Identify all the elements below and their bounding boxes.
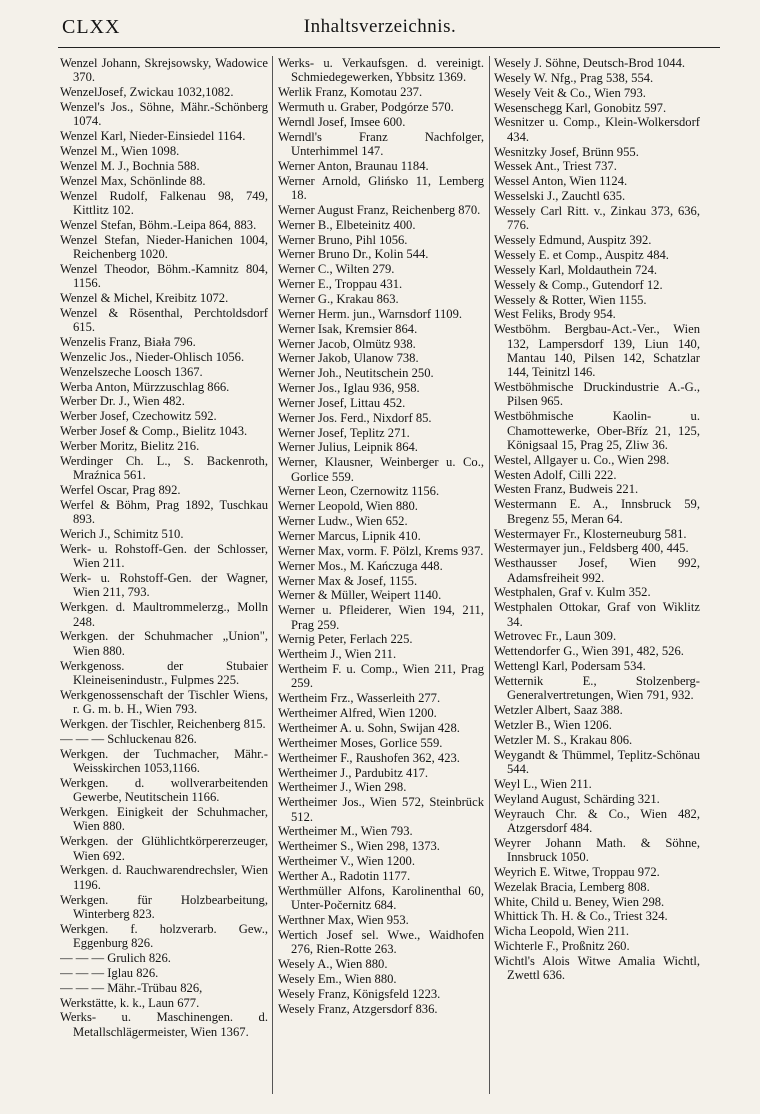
index-entry: Wettengl Karl, Podersam 534.: [494, 659, 646, 674]
index-entry: Werkgen. d. wollverarbeitenden Gewerbe, Neutitschein 1166.: [60, 775, 268, 805]
index-entry: Werner G., Krakau 863.: [278, 292, 399, 306]
index-entry: — — — Iglau 826.: [60, 965, 159, 980]
index-entry: Westen Franz, Budweis 221.: [494, 482, 639, 497]
index-entry: Wertheimer J., Wien 298.: [278, 780, 407, 795]
index-entry: Werner Bruno, Pihl 1056.: [278, 232, 408, 247]
index-entry: Werkgen. f. holzverarb. Gew., Eggenburg 826.: [60, 921, 268, 951]
index-entry: Weyrer Johann Math. & Söhne, Innsbruck 1050.: [494, 835, 700, 865]
index-entry: Wertheim F. u. Comp., Wien 211, Prag 259.: [278, 662, 484, 691]
index-entry: Werk- u. Rohstoff-Gen. der Schlosser, Wien 211.: [60, 541, 268, 571]
index-entry: Wertheim Frz., Wasserleith 277.: [278, 691, 441, 706]
index-entry: Westermayer Fr., Klosterneuburg 581.: [494, 526, 687, 541]
index-entry: Wertheimer Moses, Gorlice 559.: [278, 735, 443, 750]
index-entry: Wertheimer M., Wien 793.: [278, 824, 413, 839]
index-column-middle: [278, 56, 484, 1094]
index-entry: Wesely Franz, Königsfeld 1223.: [278, 986, 441, 1001]
page-title: Inhaltsverzeichnis.: [303, 16, 457, 37]
index-entry: Wenzelis Franz, Biała 796.: [60, 335, 196, 350]
index-entry: Wessely & Rotter, Wien 1155.: [494, 292, 647, 307]
index-entry: Werner Leopold, Wien 880.: [278, 499, 418, 514]
index-entry: Werner Leon, Czernowitz 1156.: [278, 484, 440, 499]
index-entry: Werkgenossenschaft der Tischler Wiens, r. G. m. b. H., Wien 793.: [60, 687, 268, 717]
index-entry: Werks- u. Maschinengen. d. Metallschlägermeister, Wien 1367.: [60, 1010, 268, 1039]
index-entry: Wettendorfer G., Wien 391, 482, 526.: [494, 644, 684, 659]
index-entry: Wessely E. et Comp., Auspitz 484.: [494, 247, 669, 262]
index-entry: Westböhmische Kaolin- u. Chamottewerke, Ober-Bříz 21, 125, Königsaal 15, Prag 25, Zliw 36.: [494, 409, 700, 452]
index-entry: Wenzel M., Wien 1098.: [60, 144, 180, 159]
index-entry: Werner Arnold, Glińsko 11, Lemberg 18.: [278, 173, 484, 203]
index-entry: Wezelak Bracia, Lemberg 808.: [494, 879, 650, 894]
header-rule: [58, 47, 720, 48]
index-entry: Westermann E. A., Innsbruck 59, Bregenz 55, Meran 64.: [494, 497, 700, 526]
index-entry: Werber Dr. J., Wien 482.: [60, 394, 185, 409]
index-entry: Wertheimer J., Pardubitz 417.: [278, 765, 429, 780]
index-entry: Werner E., Troppau 431.: [278, 277, 403, 292]
index-entry: Werfel Oscar, Prag 892.: [60, 482, 181, 497]
index-entry: Wenzel & Michel, Kreibitz 1072.: [60, 291, 229, 305]
index-entry: Werdinger Ch. L., S. Backenroth, Mraźnica 561.: [60, 453, 268, 483]
index-entry: Wenzel Karl, Nieder-Einsiedel 1164.: [60, 129, 246, 144]
index-entry: Wessel Anton, Wien 1124.: [494, 174, 628, 189]
index-entry: Wessek Ant., Triest 737.: [494, 159, 617, 174]
index-entry: Werner Bruno Dr., Kolin 544.: [278, 247, 429, 262]
index-entry: Werkgen. für Holzbearbeitung, Winterberg 823.: [60, 892, 268, 921]
index-entry: Werner Max, vorm. F. Pölzl, Krems 937.: [278, 543, 484, 558]
index-entry: Westermayer jun., Feldsberg 400, 445.: [494, 541, 689, 556]
index-entry: Wessely & Comp., Gutendorf 12.: [494, 277, 663, 292]
index-entry: — — — Grulich 826.: [60, 950, 171, 965]
index-column-right: [494, 56, 700, 1094]
index-entry: Werkgen. d. Maultrommelerzg., Molln 248.: [60, 600, 268, 629]
index-entry: Werner Mos., M. Kańczuga 448.: [278, 558, 443, 573]
index-entry: Wenzel Max, Schönlinde 88.: [60, 173, 206, 188]
index-entry: Wetternik E., Stolzenberg-Generalvertretungen, Wien 791, 932.: [494, 673, 700, 703]
index-entry: Werber Josef & Comp., Bielitz 1043.: [60, 424, 248, 439]
index-entry: Werks- u. Verkaufsgen. d. vereinigt. Schmiedegewerken, Ybbsitz 1369.: [278, 56, 484, 85]
index-entry: Wetzler Albert, Saaz 388.: [494, 703, 623, 718]
index-entry: Weyland August, Schärding 321.: [494, 791, 660, 806]
column-divider: [272, 56, 273, 1094]
index-entry: Werndl's Franz Nachfolger, Unterhimmel 147.: [278, 129, 484, 159]
index-entry: Werner Herm. jun., Warnsdorf 1109.: [278, 306, 463, 321]
index-entry: Westböhmische Druckindustrie A.-G., Pilsen 965.: [494, 380, 700, 409]
index-entry: White, Child u. Beney, Wien 298.: [494, 894, 665, 909]
index-entry: Wertheimer A. u. Sohn, Swijan 428.: [278, 720, 460, 735]
index-entry: Werkgen. der Glühlichtkörpererzeuger, Wien 692.: [60, 834, 268, 863]
index-entry: Wesenschegg Karl, Gonobitz 597.: [494, 100, 667, 115]
index-entry: Whittick Th. H. & Co., Triest 324.: [494, 909, 668, 924]
index-entry: Werner u. Pfleiderer, Wien 194, 211, Prag 259.: [278, 603, 484, 632]
index-entry: Werner Josef, Teplitz 271.: [278, 425, 410, 440]
index-entry: West Feliks, Brody 954.: [494, 307, 616, 322]
index-entry: Wermuth u. Graber, Podgórze 570.: [278, 100, 454, 115]
index-entry: Werkgen. der Tuchmacher, Mähr.-Weisskirchen 1053,1166.: [60, 746, 268, 775]
index-entry: Werba Anton, Mürzzuschlag 866.: [60, 379, 230, 394]
index-entry: Wesely W. Nfg., Prag 538, 554.: [494, 70, 654, 85]
index-entry: Wessely Carl Ritt. v., Zinkau 373, 636, 776.: [494, 203, 700, 233]
index-entry: Werich J., Schimitz 510.: [60, 527, 184, 541]
index-entry: Wetzler M. S., Krakau 806.: [494, 732, 633, 747]
index-entry: Wenzelszeche Loosch 1367.: [60, 364, 203, 379]
index-entry: WenzelJosef, Zwickau 1032,1082.: [60, 85, 234, 100]
index-entry: Westböhm. Bergbau-Act.-Ver., Wien 132, Lampersdorf 139, Liun 140, Mantau 140, Pilsen 142, Schatzlar 144, Teinitzl 146.: [494, 322, 700, 380]
index-entry: Weyl L., Wien 211.: [494, 776, 592, 791]
index-entry: Werner Ludw., Wien 652.: [278, 514, 408, 529]
index-entry: Werner Joh., Neutitschein 250.: [278, 366, 434, 381]
index-entry: Wichtl's Alois Witwe Amalia Wichtl, Zwettl 636.: [494, 953, 700, 983]
index-entry: Werner Jacob, Olmütz 938.: [278, 336, 416, 351]
index-entry: Werkgen. der Tischler, Reichenberg 815.: [60, 716, 266, 731]
index-entry: Werner August Franz, Reichenberg 870.: [278, 202, 481, 217]
index-entry: Werner Anton, Braunau 1184.: [278, 158, 429, 173]
index-entry: Wenzelic Jos., Nieder-Ohlisch 1056.: [60, 349, 245, 364]
index-entry: Wernig Peter, Ferlach 225.: [278, 632, 413, 647]
index-entry: Westphalen, Graf v. Kulm 352.: [494, 585, 651, 600]
index-entry: Wenzel Rudolf, Falkenau 98, 749, Kittlitz 102.: [60, 188, 268, 217]
index-entry: Werkgenoss. der Stubaier Kleineisenindustr., Fulpmes 225.: [60, 658, 268, 687]
index-entry: Werndl Josef, Imsee 600.: [278, 114, 406, 129]
index-entry: Wenzel Stefan, Böhm.-Leipa 864, 883.: [60, 217, 257, 232]
index-entry: Werthner Max, Wien 953.: [278, 912, 409, 927]
index-entry: Werner B., Elbeteinitz 400.: [278, 217, 416, 232]
index-entry: Werner Marcus, Lipnik 410.: [278, 529, 421, 543]
index-entry: Werber Moritz, Bielitz 216.: [60, 438, 200, 453]
index-entry: Wenzel M. J., Bochnia 588.: [60, 158, 200, 173]
index-entry: Werner, Klausner, Weinberger u. Co., Gorlice 559.: [278, 455, 484, 484]
column-divider: [489, 56, 490, 1094]
index-entry: Werkgen. d. Rauchwarendrechsler, Wien 1196.: [60, 863, 268, 892]
index-entry: Werkstätte, k. k., Laun 677.: [60, 995, 200, 1010]
index-entry: Werner Jos. Ferd., Nixdorf 85.: [278, 410, 432, 425]
index-entry: Wetzler B., Wien 1206.: [494, 717, 612, 732]
index-entry: Westel, Allgayer u. Co., Wien 298.: [494, 452, 670, 467]
index-entry: Wertich Josef sel. Wwe., Waidhofen 276, Rien-Rotte 263.: [278, 927, 484, 957]
index-entry: Werthmüller Alfons, Karolinenthal 60, Unter-Počernitz 684.: [278, 883, 484, 913]
page-number: CLXX: [62, 16, 121, 38]
index-entry: Wenzel's Jos., Söhne, Mähr.-Schönberg 1074.: [60, 100, 268, 129]
index-entry: Werk- u. Rohstoff-Gen. der Wagner, Wien 211, 793.: [60, 571, 268, 600]
index-entry: Wesely A., Wien 880.: [278, 956, 388, 971]
index-entry: Werner & Müller, Weipert 1140.: [278, 588, 442, 603]
index-entry: Werner Max & Josef, 1155.: [278, 573, 418, 588]
index-entry: Wenzel Theodor, Böhm.-Kamnitz 804, 1156.: [60, 261, 268, 291]
index-entry: Wesely J. Söhne, Deutsch-Brod 1044.: [494, 56, 686, 70]
page-header: [0, 10, 760, 44]
index-entry: — — — Mähr.-Trübau 826,: [60, 980, 203, 995]
index-entry: Werner Josef, Littau 452.: [278, 395, 406, 410]
index-entry: Werner Jos., Iglau 936, 958.: [278, 381, 420, 396]
index-entry: Wessely Karl, Moldauthein 724.: [494, 262, 658, 277]
index-entry: Westphalen Ottokar, Graf von Wiklitz 34.: [494, 600, 700, 629]
index-column-left: [60, 56, 268, 1094]
index-entry: Weygandt & Thümmel, Teplitz-Schönau 544.: [494, 747, 700, 776]
index-entry: — — — Schluckenau 826.: [60, 731, 197, 746]
index-entry: Wesely Em., Wien 880.: [278, 971, 397, 986]
index-entry: Werner Isak, Kremsier 864.: [278, 321, 418, 336]
index-entry: Wenzel & Rösenthal, Perchtoldsdorf 615.: [60, 305, 268, 335]
index-entry: Wertheim J., Wien 211.: [278, 647, 397, 662]
index-entry: Wesely Veit & Co., Wien 793.: [494, 85, 646, 100]
index-entry: Wetrovec Fr., Laun 309.: [494, 629, 617, 644]
index-entry: Wenzel Johann, Skrejsowsky, Wadowice 370.: [60, 56, 268, 85]
index-entry: Weyrauch Chr. & Co., Wien 482, Atzgersdorf 484.: [494, 806, 700, 835]
index-entry: Wenzel Stefan, Nieder-Hanichen 1004, Reichenberg 1020.: [60, 232, 268, 261]
index-entry: Westen Adolf, Cilli 222.: [494, 467, 617, 482]
index-entry: Wesely Franz, Atzgersdorf 836.: [278, 1001, 438, 1016]
index-entry: Weyrich E. Witwe, Troppau 972.: [494, 864, 660, 879]
index-entry: Wertheimer Alfred, Wien 1200.: [278, 706, 437, 721]
index-entry: Wesnitzer u. Comp., Klein-Wolkersdorf 434.: [494, 115, 700, 144]
index-entry: Wertheimer Jos., Wien 572, Steinbrück 512.: [278, 795, 484, 824]
index-entry: Werkgen. der Schuhmacher „Union", Wien 880.: [60, 629, 268, 658]
index-entry: Wertheimer F., Raushofen 362, 423.: [278, 750, 460, 765]
index-entry: Wicha Leopold, Wien 211.: [494, 924, 630, 939]
index-entry: Werber Josef, Czechowitz 592.: [60, 409, 217, 424]
index-entry: Wesnitzky Josef, Brünn 955.: [494, 144, 639, 159]
index-entry: Werther A., Radotin 1177.: [278, 868, 411, 883]
index-entry: Werlik Franz, Komotau 237.: [278, 85, 423, 100]
index-entry: Wertheimer V., Wien 1200.: [278, 854, 415, 869]
index-entry: Werner Jakob, Ulanow 738.: [278, 351, 419, 366]
index-entry: Werner Julius, Leipnik 864.: [278, 440, 418, 455]
index-entry: Werkgen. Einigkeit der Schuhmacher, Wien 880.: [60, 805, 268, 834]
index-entry: Wichterle F., Proßnitz 260.: [494, 939, 630, 954]
index-entry: Wertheimer S., Wien 298, 1373.: [278, 839, 440, 854]
index-entry: Werfel & Böhm, Prag 1892, Tuschkau 893.: [60, 497, 268, 527]
index-entry: Westhausser Josef, Wien 992, Adamsfreiheit 992.: [494, 556, 700, 585]
index-entry: Wessely Edmund, Auspitz 392.: [494, 233, 652, 248]
index-entry: Wesselski J., Zauchtl 635.: [494, 189, 626, 204]
index-entry: Werner C., Wilten 279.: [278, 262, 395, 277]
